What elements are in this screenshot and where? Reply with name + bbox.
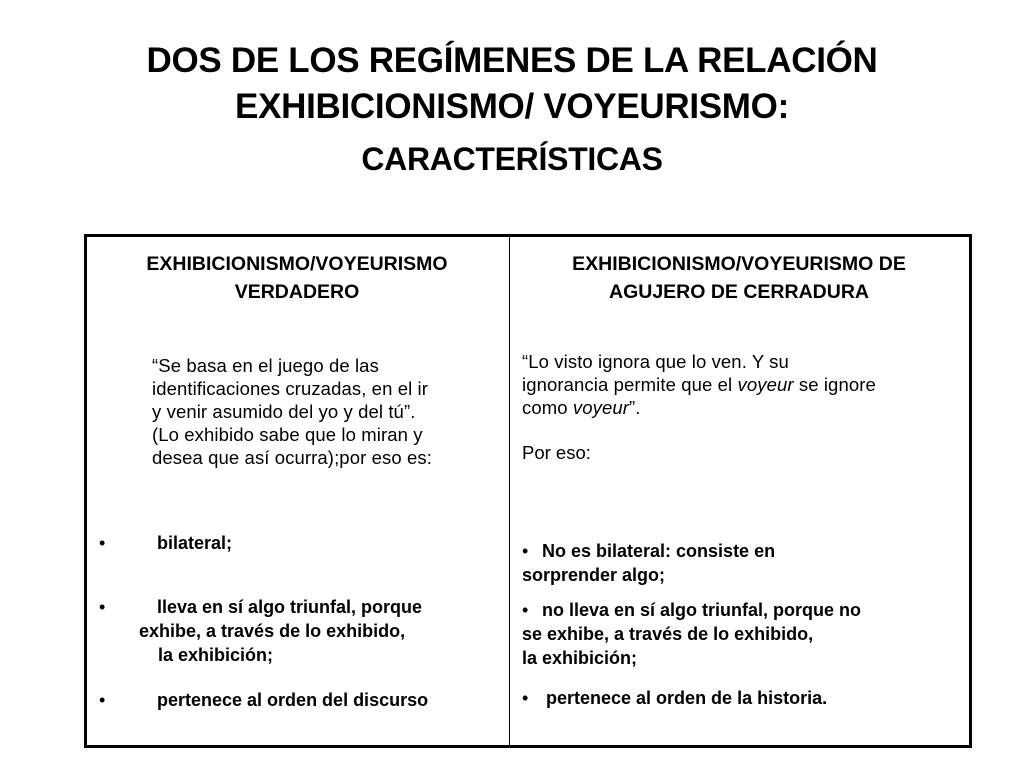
bullet-item bbox=[99, 688, 503, 712]
slide-title-line-3: CARACTERÍSTICAS bbox=[361, 141, 663, 177]
quote-text: ”. bbox=[629, 397, 641, 418]
quote-agujero bbox=[522, 350, 962, 419]
column-heading-line-1: EXHIBICIONISMO/VOYEURISMO bbox=[146, 253, 448, 275]
bullet-item bbox=[522, 539, 962, 587]
slide-title-line-2: EXHIBICIONISMO/ VOYEURISMO: bbox=[235, 87, 789, 126]
quote-line: “Lo visto ignora que lo ven. Y su bbox=[522, 351, 789, 372]
bullet-text: pertenece al orden del discurso bbox=[157, 690, 429, 710]
comparison-table bbox=[84, 234, 972, 748]
column-heading-verdadero bbox=[91, 250, 503, 306]
bullet-text: No es bilateral: consiste en bbox=[542, 541, 776, 561]
quote-text: como bbox=[522, 397, 573, 418]
bullet-text: pertenece al orden de la historia. bbox=[546, 688, 828, 708]
column-heading-line-1: EXHIBICIONISMO/VOYEURISMO DE bbox=[572, 253, 906, 275]
slide-title-line-1: DOS DE LOS REGÍMENES DE LA RELACIÓN bbox=[146, 41, 878, 80]
quote-line: identificaciones cruzadas, en el ir bbox=[152, 378, 429, 399]
bullet-item bbox=[99, 531, 503, 555]
bullet-text-continuation: se exhibe, a través de lo exhibido, bbox=[522, 624, 814, 644]
quote-line bbox=[522, 373, 962, 396]
bullet-text: lleva en sí algo triunfal, porque bbox=[157, 597, 423, 617]
column-heading-line-2: AGUJERO DE CERRADURA bbox=[608, 281, 870, 303]
column-divider bbox=[509, 237, 510, 745]
quote-emphasis: voyeur bbox=[737, 374, 794, 395]
bullet-text-continuation: la exhibición; bbox=[522, 648, 638, 668]
bullet-text-continuation: exhibe, a través de lo exhibido, bbox=[139, 621, 406, 641]
por-eso-label: Por eso: bbox=[522, 442, 591, 463]
bullet-item bbox=[522, 598, 962, 670]
bullet-icon: • bbox=[99, 690, 106, 710]
bullet-text-continuation: la exhibición; bbox=[158, 645, 274, 665]
quote-line: desea que así ocurra);por eso es: bbox=[152, 447, 432, 468]
bullet-text-continuation: sorprender algo; bbox=[522, 565, 666, 585]
bullet-icon: • bbox=[522, 541, 529, 561]
bullet-icon: • bbox=[522, 600, 529, 620]
bullet-text: no lleva en sí algo triunfal, porque no bbox=[542, 600, 862, 620]
quote-line: (Lo exhibido sabe que lo miran y bbox=[152, 424, 423, 445]
quote-text: se ignore bbox=[793, 374, 876, 395]
quote-line: “Se basa en el juego de las bbox=[152, 355, 379, 376]
column-verdadero bbox=[87, 237, 509, 745]
bullet-icon: • bbox=[99, 597, 106, 617]
quote-line: y venir asumido del yo y del tú”. bbox=[152, 401, 416, 422]
column-heading-agujero bbox=[515, 250, 963, 306]
bullet-item bbox=[522, 686, 962, 710]
quote-emphasis: voyeur bbox=[572, 397, 630, 418]
column-agujero-de-cerradura bbox=[511, 237, 969, 745]
quote-verdadero bbox=[152, 354, 505, 469]
quote-line bbox=[522, 396, 962, 419]
column-heading-line-2: VERDADERO bbox=[234, 281, 360, 303]
bullet-item bbox=[99, 595, 503, 667]
bullet-icon: • bbox=[99, 533, 106, 553]
bullet-icon: • bbox=[522, 688, 529, 708]
bullet-text: bilateral; bbox=[157, 533, 233, 553]
slide-title bbox=[60, 38, 964, 184]
quote-text: ignorancia permite que el bbox=[522, 374, 738, 395]
